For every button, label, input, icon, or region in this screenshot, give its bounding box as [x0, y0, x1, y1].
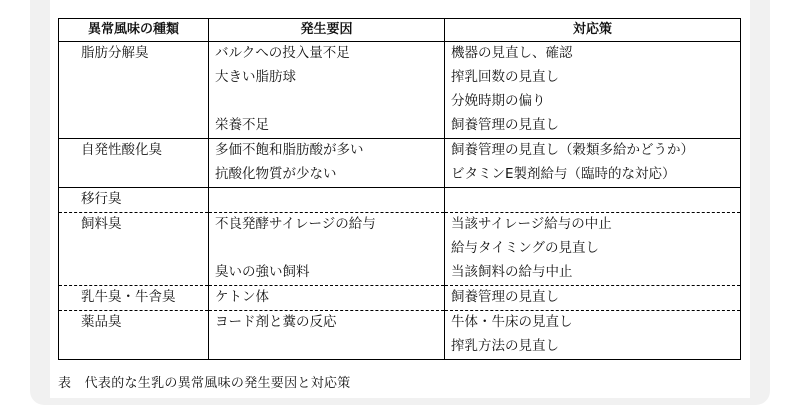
remedy-cell: 牛体・牛床の見直し: [445, 311, 741, 336]
table-row: [59, 66, 741, 90]
table-row: [59, 311, 741, 336]
cause-cell: ヨード剤と糞の反応: [209, 311, 445, 336]
table-row: [59, 213, 741, 238]
cause-cell: [209, 188, 445, 213]
remedy-cell: 飼養管理の見直し: [445, 114, 741, 139]
cause-cell: 抗酸化物質が少ない: [209, 163, 445, 188]
flavor-type-cell: [59, 163, 209, 188]
cause-cell: ケトン体: [209, 286, 445, 311]
flavor-type-cell: [59, 335, 209, 360]
table-row: [59, 286, 741, 311]
table-header-row: [59, 19, 741, 42]
document-card: [50, 0, 750, 398]
cause-cell: 栄養不足: [209, 114, 445, 139]
header-cause: 発生要因: [209, 19, 445, 42]
flavor-type-cell: 乳牛臭・牛舎臭: [59, 286, 209, 311]
table-row: [59, 42, 741, 67]
header-flavor-type: 異常風味の種類: [59, 19, 209, 42]
remedy-cell: ビタミンE製剤給与（臨時的な対応）: [445, 163, 741, 188]
table-row: [59, 261, 741, 286]
remedy-cell: 機器の見直し、確認: [445, 42, 741, 67]
cause-cell: バルクへの投入量不足: [209, 42, 445, 67]
table-row: [59, 90, 741, 114]
remedy-cell: [445, 188, 741, 213]
remedy-cell: 当該飼料の給与中止: [445, 261, 741, 286]
remedy-cell: 当該サイレージ給与の中止: [445, 213, 741, 238]
flavor-type-cell: [59, 237, 209, 261]
table-row: [59, 237, 741, 261]
flavor-type-cell: 移行臭: [59, 188, 209, 213]
table-row: [59, 114, 741, 139]
remedy-cell: 飼養管理の見直し（穀類多給かどうか）: [445, 139, 741, 164]
remedy-cell: 飼養管理の見直し: [445, 286, 741, 311]
cause-cell: 臭いの強い飼料: [209, 261, 445, 286]
remedy-cell: 搾乳方法の見直し: [445, 335, 741, 360]
remedy-cell: 給与タイミングの見直し: [445, 237, 741, 261]
header-remedy: 対応策: [445, 19, 741, 42]
remedy-cell: 搾乳回数の見直し: [445, 66, 741, 90]
cause-cell: [209, 335, 445, 360]
flavor-type-cell: 薬品臭: [59, 311, 209, 336]
flavor-table: [58, 18, 741, 360]
flavor-type-cell: 飼料臭: [59, 213, 209, 238]
cause-cell: 大きい脂肪球: [209, 66, 445, 90]
table-row: [59, 163, 741, 188]
flavor-type-cell: [59, 66, 209, 90]
flavor-type-cell: [59, 90, 209, 114]
flavor-type-cell: [59, 261, 209, 286]
cause-cell: 不良発酵サイレージの給与: [209, 213, 445, 238]
flavor-type-cell: [59, 114, 209, 139]
cause-cell: 多価不飽和脂肪酸が多い: [209, 139, 445, 164]
table-row: [59, 335, 741, 360]
table-caption: 表 代表的な生乳の異常風味の発生要因と対応策: [58, 376, 351, 391]
cause-cell: [209, 90, 445, 114]
table-row: [59, 139, 741, 164]
cause-cell: [209, 237, 445, 261]
remedy-cell: 分娩時期の偏り: [445, 90, 741, 114]
flavor-type-cell: 脂肪分解臭: [59, 42, 209, 67]
table-row: [59, 188, 741, 213]
flavor-type-cell: 自発性酸化臭: [59, 139, 209, 164]
